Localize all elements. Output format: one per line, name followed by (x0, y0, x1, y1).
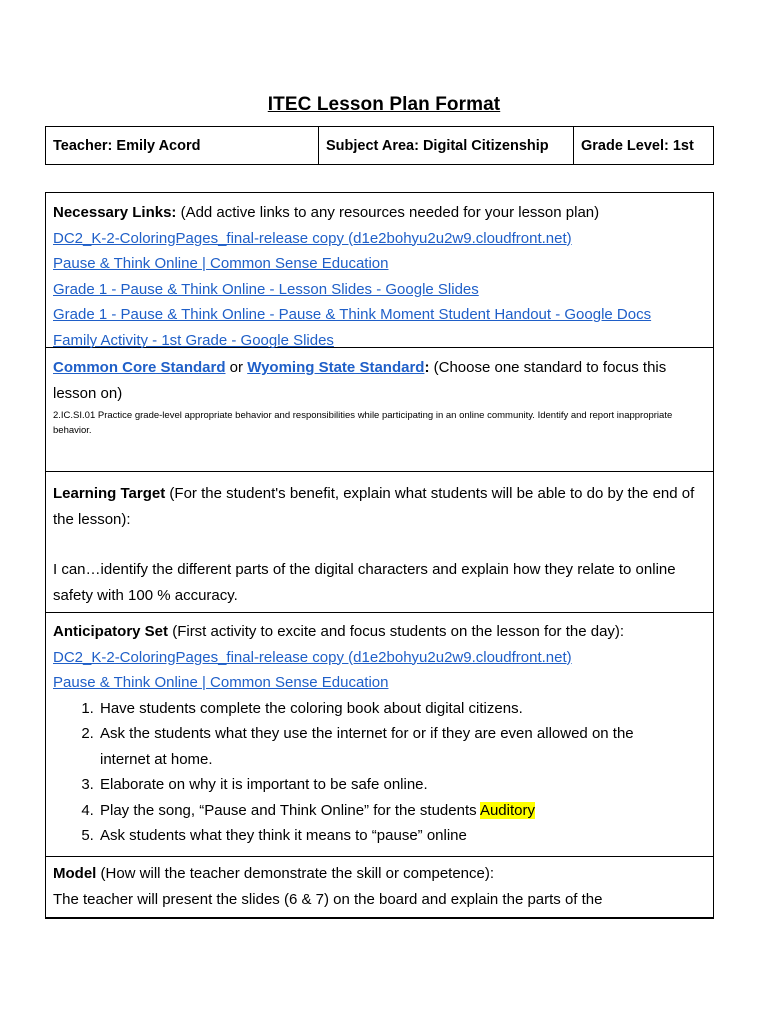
anticipatory-link-common-sense[interactable]: Pause & Think Online | Common Sense Education (53, 674, 389, 691)
learning-target-section (46, 472, 713, 613)
anticipatory-set-section (46, 613, 713, 857)
standard-text: 2.IC.SI.01 Practice grade-level appropriate behavior and responsibilities while participating in an online community. Identify and report inappropriate behavior. (53, 410, 673, 436)
wyoming-standard-link[interactable]: Wyoming State Standard (247, 359, 425, 376)
standard-section (46, 348, 713, 472)
or-text: or (225, 359, 248, 376)
link-coloring-pages[interactable]: DC2_K-2-ColoringPages_final-release copy (d1e2bohyu2u2w9.cloudfront.net) (53, 229, 572, 247)
colon-text: : (424, 359, 430, 376)
learning-target-desc: (For the student's benefit, explain what students will be able to do by the end of the lesson): (53, 485, 695, 528)
header-table (45, 126, 714, 165)
anticipatory-link-coloring[interactable]: DC2_K-2-ColoringPages_final-release copy (d1e2bohyu2u2w9.cloudfront.net) (53, 648, 572, 666)
learning-target-text: I can…identify the different parts of the digital characters and explain how they relate to online safety with 100 % accuracy. (53, 561, 676, 604)
model-desc: (How will the teacher demonstrate the skill or competence): (96, 865, 495, 882)
anticipatory-label: Anticipatory Set (53, 623, 169, 640)
step4-text: Play the song, “Pause and Think Online” for the students (100, 801, 480, 819)
standard-desc: (Choose one standard to focus this lesson on) (53, 359, 667, 402)
links-section (46, 193, 713, 348)
model-section (46, 857, 713, 917)
auditory-highlight: Auditory (479, 801, 535, 819)
subject-cell: Subject Area: Digital Citizenship (319, 127, 574, 165)
list-item: 3. Elaborate on why it is important to be safe online. (98, 772, 706, 798)
link-lesson-slides[interactable]: Grade 1 - Pause & Think Online - Lesson Slides - Google Slides (53, 280, 479, 298)
model-text: The teacher will present the slides (6 & 7) on the board and explain the parts of the (53, 890, 603, 908)
link-common-sense[interactable]: Pause & Think Online | Common Sense Education (53, 255, 389, 272)
links-desc: (Add active links to any resources needed for your lesson plan) (176, 204, 600, 221)
list-item: 1. Have students complete the coloring book about digital citizens. (98, 696, 706, 722)
links-label: Necessary Links: (53, 204, 177, 221)
list-item: 2. Ask the students what they use the internet for or if they are even allowed on the internet at home. (98, 721, 706, 772)
anticipatory-desc: (First activity to excite and focus students on the lesson for the day): (168, 623, 625, 640)
list-item: 5. Ask students what they think it means to “pause” online (98, 823, 706, 849)
page-title: ITEC Lesson Plan Format (267, 94, 501, 115)
link-family-activity[interactable]: Family Activity - 1st Grade - Google Slides (53, 331, 334, 349)
model-label: Model (53, 865, 97, 882)
list-item (98, 798, 706, 824)
lesson-plan-table (45, 192, 714, 919)
grade-cell: Grade Level: 1st (574, 127, 714, 165)
link-student-handout[interactable]: Grade 1 - Pause & Think Online - Pause & Think Moment Student Handout - Google Docs (53, 306, 652, 323)
common-core-link[interactable]: Common Core Standard (53, 359, 226, 376)
learning-target-label: Learning Target (53, 485, 166, 502)
teacher-cell: Teacher: Emily Acord (46, 127, 319, 165)
anticipatory-steps (53, 696, 706, 849)
